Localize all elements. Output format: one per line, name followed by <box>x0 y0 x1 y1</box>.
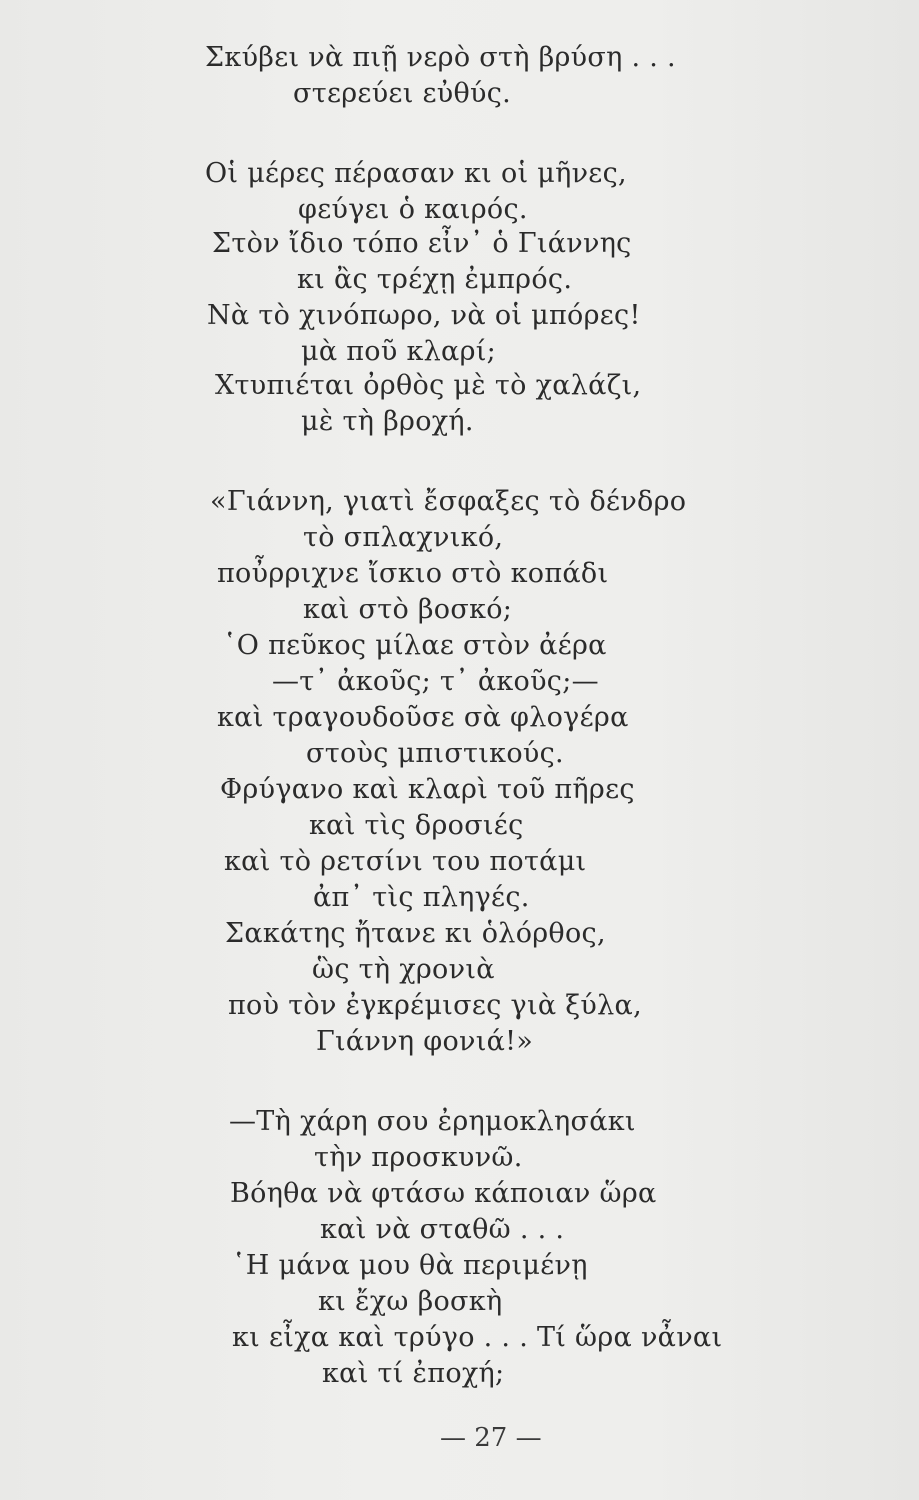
poem-line: ἀπ᾿ τὶς πληγές. <box>313 882 530 913</box>
poem-line: μὰ ποῦ κλαρί; <box>301 336 497 367</box>
poem-line: κι εἶχα καὶ τρύγο . . . Τί ὥρα νἆναι <box>232 1322 723 1353</box>
poem-line: στερεύει εὐθύς. <box>293 78 512 109</box>
poem-line: μὲ τὴ βροχή. <box>301 406 474 437</box>
poem-line: Οἱ μέρες πέρασαν κι οἱ μῆνες, <box>205 158 627 189</box>
poem-line: καὶ τὶς δροσιές <box>309 810 524 841</box>
poem-line: καὶ τραγουδοῦσε σὰ φλογέρα <box>217 702 629 733</box>
poem-line: —Τὴ χάρη σου ἐρημοκλησάκι <box>229 1106 636 1137</box>
poem-line: Στὸν ἴδιο τόπο εἶν᾿ ὁ Γιάννης <box>212 228 632 259</box>
poem-line: τὸ σπλαχνικό, <box>303 522 504 553</box>
poem-line: Βόηθα νὰ φτάσω κάποιαν ὥρα <box>230 1178 657 1209</box>
poem-line: Χτυπιέται ὀρθὸς μὲ τὸ χαλάζι, <box>215 370 642 401</box>
poem-line: καὶ τὸ ρετσίνι του ποτάμι <box>224 846 587 877</box>
poem-line: Νὰ τὸ χινόπωρο, νὰ οἱ μπόρες! <box>207 300 641 331</box>
poem-line: στοὺς μπιστικούς. <box>306 738 564 769</box>
poem-line: Φρύγανο καὶ κλαρὶ τοῦ πῆρες <box>220 774 635 805</box>
poem-line: καὶ τί ἐποχή; <box>322 1358 505 1389</box>
poem-line: τὴν προσκυνῶ. <box>314 1142 523 1173</box>
poem-line: Σκύβει νὰ πιῇ νερὸ στὴ βρύση . . . <box>205 42 676 73</box>
page-number: — 27 — <box>440 1423 542 1453</box>
poem-line: Γιάννη φονιά!» <box>316 1026 534 1057</box>
poem-line: «Γιάννη, γιατὶ ἔσφαξες τὸ δένδρο <box>210 486 687 517</box>
poem-line: κι ἔχω βοσκὴ <box>318 1286 503 1317</box>
poem-line: ποὺ τὸν ἐγκρέμισες γιὰ ξύλα, <box>228 990 642 1021</box>
poem-line: ποὖρριχνε ἴσκιο στὸ κοπάδι <box>217 558 609 589</box>
poem-line: καὶ νὰ σταθῶ . . . <box>320 1214 565 1245</box>
poem-line: φεύγει ὁ καιρός. <box>298 194 528 225</box>
poem-line: ῾Ο πεῦκος μίλαε στὸν ἀέρα <box>223 630 607 661</box>
poem-line: ῾Η μάνα μου θὰ περιμένῃ <box>232 1250 588 1281</box>
poem-line: καὶ στὸ βοσκό; <box>303 594 513 625</box>
poem-line: κι ἂς τρέχῃ ἐμπρός. <box>297 264 573 295</box>
poem-line: ὣς τὴ χρονιὰ <box>312 954 495 985</box>
poem-line: —τ᾿ ἀκοῦς; τ᾿ ἀκοῦς;— <box>272 666 599 697</box>
poem-line: Σακάτης ἤτανε κι ὁλόρθος, <box>225 918 606 949</box>
